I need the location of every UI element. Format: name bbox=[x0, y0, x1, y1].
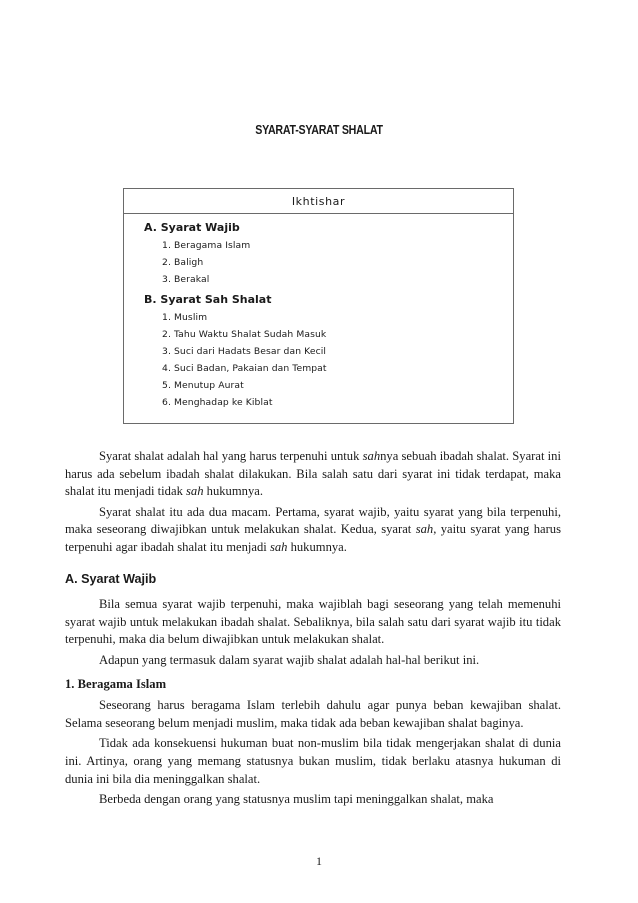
summary-box bbox=[123, 188, 514, 424]
text-run: hukumnya. bbox=[287, 539, 347, 554]
summary-section-title: A. Syarat Wajib bbox=[144, 221, 240, 234]
summary-list-item: 4. Suci Badan, Pakaian dan Tempat bbox=[162, 363, 327, 374]
text-run: nya sebuah ibadah shalat. Syarat ini harus ada sebelum ibadah shalat dilakukan. Bila salah satu dari syarat ini tidak terdapat, maka shalat itu menjadi tidak bbox=[65, 449, 561, 499]
summary-list bbox=[144, 309, 513, 411]
summary-list-item: 3. Suci dari Hadats Besar dan Kecil bbox=[162, 346, 327, 357]
intro-paragraph bbox=[65, 448, 561, 501]
italic-term: sah bbox=[415, 522, 434, 537]
summary-list-item: 3. Berakal bbox=[162, 274, 210, 285]
summary-list-item: 6. Menghadap ke Kiblat bbox=[162, 397, 273, 408]
body-paragraph: Berbeda dengan orang yang statusnya muslim tapi meninggalkan shalat, maka bbox=[99, 792, 494, 807]
subsection-heading: 1. Beragama Islam bbox=[65, 676, 167, 691]
intro-paragraph bbox=[65, 504, 561, 557]
summary-list-item: 2. Tahu Waktu Shalat Sudah Masuk bbox=[162, 329, 327, 340]
body-paragraph: Seseorang harus beragama Islam terlebih dahulu agar punya beban kewajiban shalat. Selama seseorang belum menjadi muslim, maka tidak ada beban kewajiban shalat baginya. bbox=[65, 698, 561, 730]
summary-box-body bbox=[124, 214, 513, 411]
summary-list bbox=[144, 237, 513, 288]
summary-list-item: 1. Beragama Islam bbox=[162, 240, 251, 251]
body-paragraph: Tidak ada konsekuensi hukuman buat non-muslim bila tidak mengerjakan shalat di dunia ini. Artinya, orang yang memang statusnya bukan muslim, tidak berlaku atasnya hukuman di dunia ini bila dia meninggalkan shalat. bbox=[65, 736, 561, 786]
italic-term: sah bbox=[269, 539, 288, 554]
summary-box-heading: Ikhtishar bbox=[124, 189, 513, 214]
summary-list-item: 1. Muslim bbox=[162, 312, 208, 323]
text-run: hukumnya. bbox=[203, 484, 263, 499]
document-title: SYARAT-SYARAT SHALAT bbox=[255, 122, 383, 137]
text-run: Syarat shalat adalah hal yang harus terpenuhi untuk bbox=[99, 449, 363, 463]
summary-list-item: 5. Menutup Aurat bbox=[162, 380, 244, 391]
summary-list-item: 2. Baligh bbox=[162, 257, 204, 268]
text-run: , yaitu syarat yang harus terpenuhi agar ibadah shalat itu menjadi bbox=[65, 522, 561, 554]
body-text bbox=[65, 448, 561, 812]
body-paragraph: Adapun yang termasuk dalam syarat wajib shalat adalah hal-hal berikut ini. bbox=[99, 652, 480, 667]
page-number: 1 bbox=[316, 854, 322, 868]
italic-term: sah bbox=[186, 484, 204, 499]
section-heading: A. Syarat Wajib bbox=[65, 571, 157, 586]
summary-section-title: B. Syarat Sah Shalat bbox=[144, 293, 272, 306]
italic-term: sah bbox=[362, 449, 381, 463]
body-paragraph: Bila semua syarat wajib terpenuhi, maka wajiblah bagi seseorang yang telah memenuhi syarat wajib untuk melakukan ibadah shalat. Sebaliknya, bila salah satu dari syarat wajib itu tidak terpenuhi, maka dia belum diwajibkan untuk melakukan shalat. bbox=[65, 597, 561, 647]
text-run: Syarat shalat itu ada dua macam. Pertama, syarat wajib, yaitu syarat yang bila terpenuhi, maka seseorang diwajibkan untuk melakukan shalat. Kedua, syarat bbox=[65, 504, 561, 537]
